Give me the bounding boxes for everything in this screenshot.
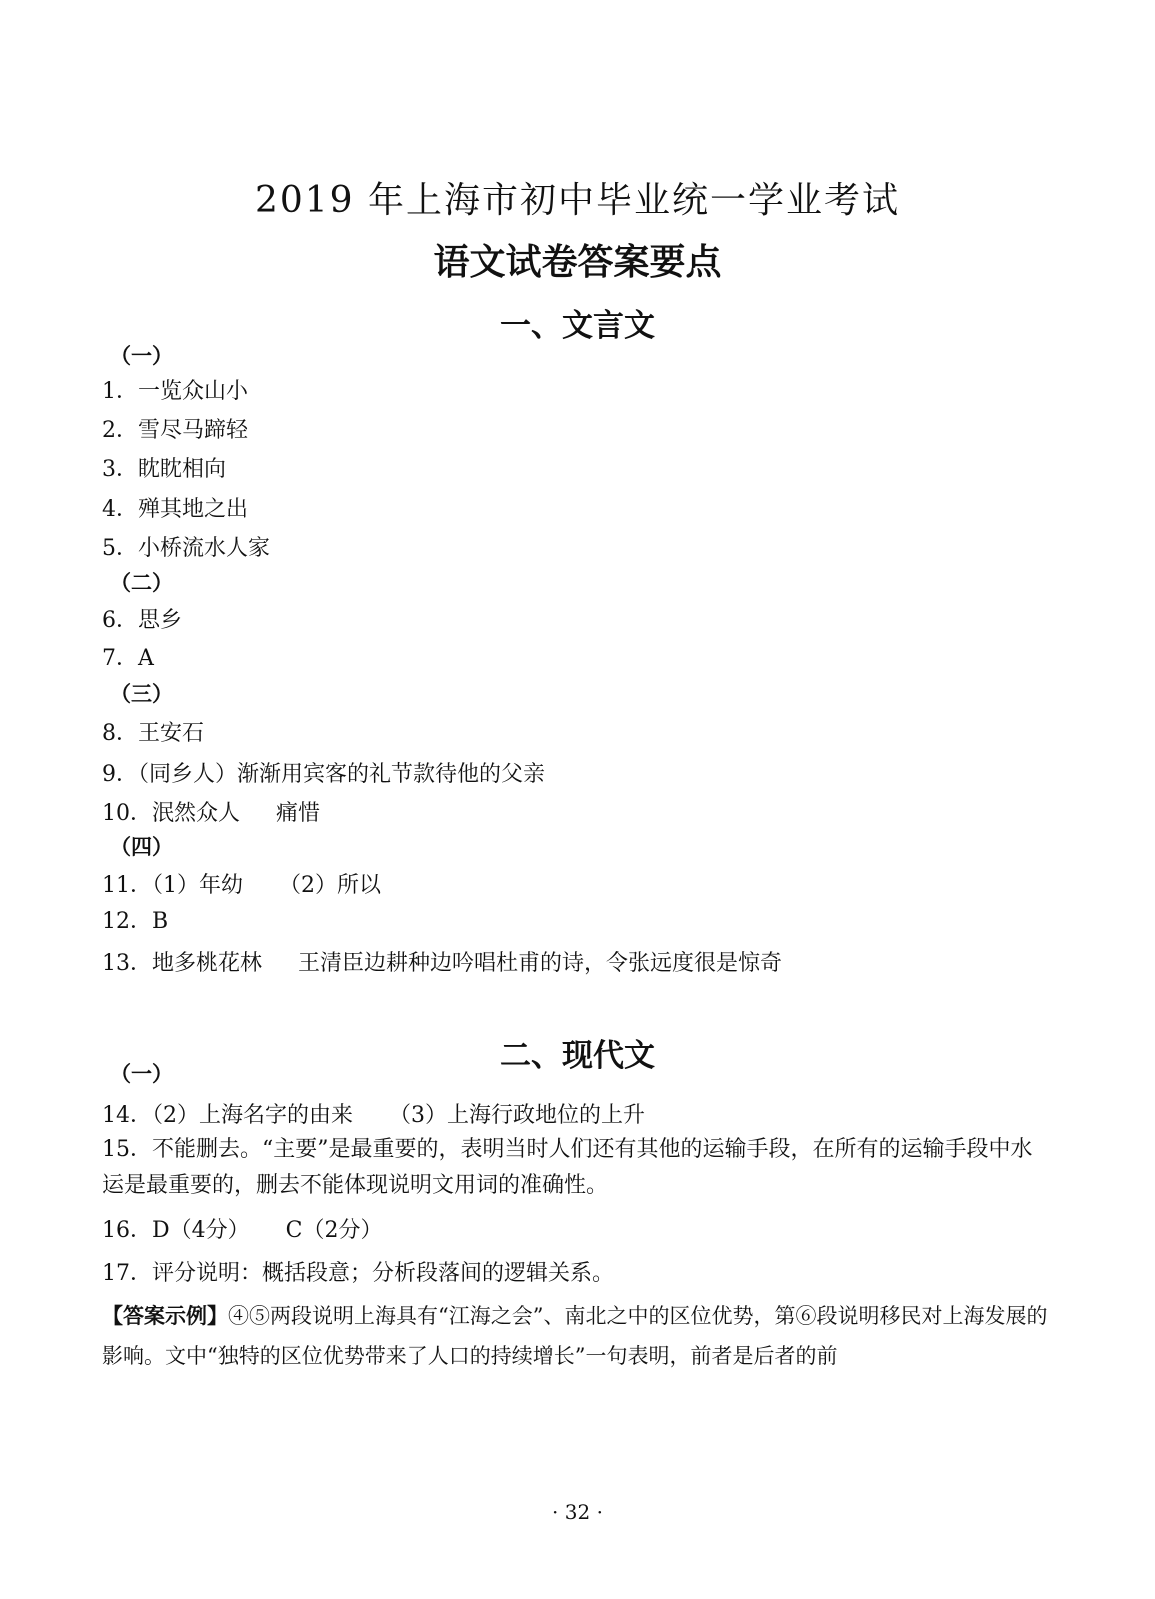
answer-11-part-1: 11．（1）年幼 [102, 873, 243, 898]
answer-14-num: 14． [102, 1103, 152, 1128]
section-1-heading: 一、文言文 [500, 308, 655, 344]
answer-14 [102, 1098, 645, 1129]
answer-6: 6．思乡 [102, 608, 182, 633]
answer-13-part-2: 王清臣边耕种边吟唱杜甫的诗，令张远度很是惊奇 [298, 951, 783, 976]
answer-15: 15．不能删去。“主要”是最重要的，表明当时人们还有其他的运输手段，在所有的运输手段中水运是最重要的，删去不能体现说明文用词的准确性。 [102, 1137, 1033, 1198]
answer-13 [102, 946, 782, 977]
answer-sample [102, 1296, 1052, 1376]
page-number: · 32 · [552, 1500, 603, 1524]
answer-16 [102, 1213, 382, 1244]
part-2-label: （二） [110, 570, 173, 595]
part-1-label: （一） [110, 343, 173, 368]
answer-10-part-a: 10．泯然众人 [102, 801, 240, 826]
answer-8: 8．王安石 [102, 721, 204, 746]
answer-4: 4．殚其地之出 [102, 497, 248, 522]
answer-12: 12．B [102, 909, 169, 934]
answer-11 [102, 868, 381, 899]
answer-14-part-3: （3）上海行政地位的上升 [389, 1103, 645, 1128]
answer-11-part-2: （2）所以 [279, 873, 381, 898]
answer-7: 7．A [102, 646, 154, 671]
answer-10-part-b: 痛惜 [276, 801, 321, 826]
answer-10 [102, 796, 320, 827]
part-3-label: （三） [110, 681, 173, 706]
answer-key-title: 语文试卷答案要点 [433, 242, 722, 283]
answer-3: 3．眈眈相向 [102, 457, 226, 482]
section-2-part-1-label: （一） [110, 1061, 173, 1086]
answer-5: 5．小桥流水人家 [102, 536, 270, 561]
answer-9: 9．（同乡人）渐渐用宾客的礼节款待他的父亲 [102, 762, 545, 787]
answer-16-part-a: 16．D（4分） [102, 1218, 250, 1243]
answer-sample-tag: 【答案示例】 [102, 1304, 228, 1328]
answer-14-part-2: （2）上海名字的由来 [152, 1103, 353, 1128]
answer-1: 1．一览众山小 [102, 379, 248, 404]
part-4-label: （四） [110, 834, 173, 859]
exam-title: 2019 年上海市初中毕业统一学业考试 [254, 180, 901, 221]
answer-17-scoring: 17．评分说明：概括段意；分析段落间的逻辑关系。 [102, 1261, 614, 1286]
section-2-heading: 二、现代文 [500, 1038, 655, 1074]
answer-sample-text: ④⑤两段说明上海具有“江海之会”、南北之中的区位优势，第⑥段说明移民对上海发展的影响。文中“独特的区位优势带来了人口的持续增长”一句表明，前者是后者的前 [102, 1304, 1048, 1368]
answer-13-part-1: 13．地多桃花林 [102, 951, 262, 976]
answer-16-part-b: C（2分） [285, 1218, 383, 1243]
answer-2: 2．雪尽马蹄轻 [102, 418, 248, 443]
